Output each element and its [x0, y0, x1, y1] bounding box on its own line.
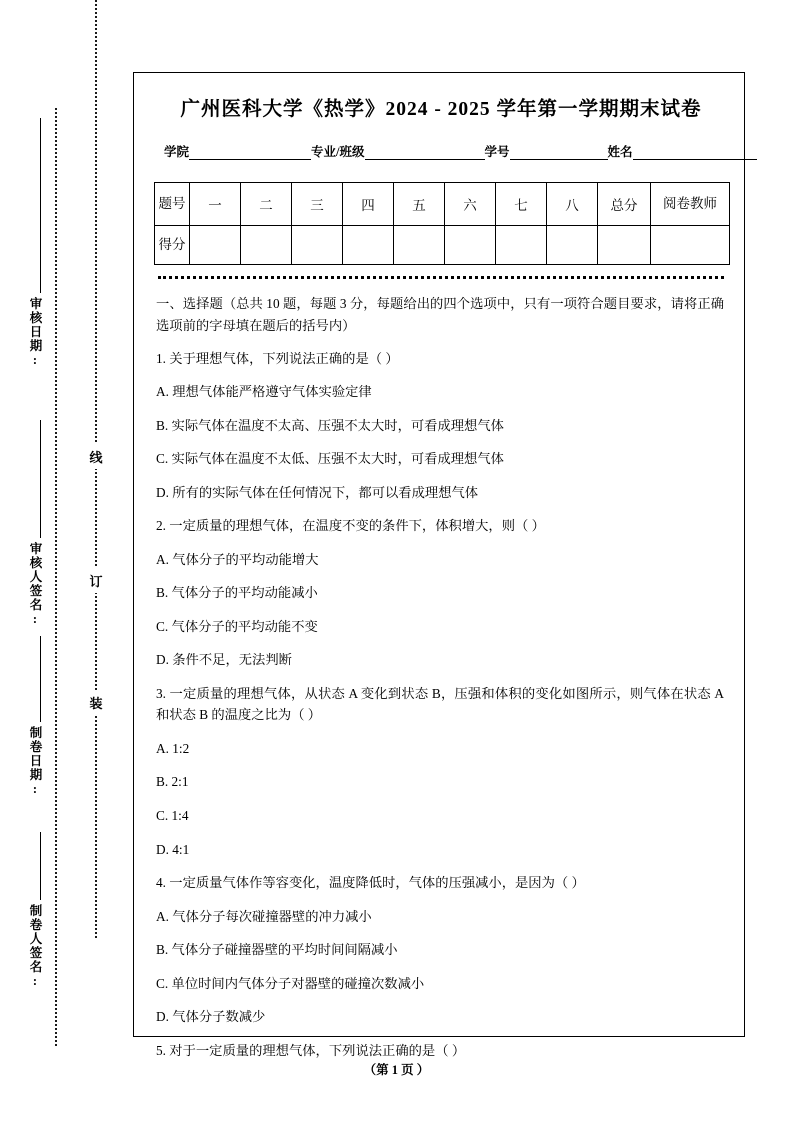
field-college-input[interactable]: [189, 146, 311, 160]
field-name: [608, 142, 757, 160]
score-cell-teacher[interactable]: [651, 226, 730, 265]
question-2-option-a[interactable]: A. 气体分子的平均动能增大: [156, 551, 319, 567]
field-college-label: 学院: [164, 145, 190, 159]
review-date-rule: [40, 118, 41, 293]
score-table-row-label-score: 得分: [155, 226, 190, 265]
review-date-label: 审核日期:: [28, 297, 42, 369]
question-4-option-a[interactable]: A. 气体分子每次碰撞器壁的冲力减小: [156, 908, 372, 924]
fold-mark-bind: 订: [82, 568, 110, 593]
question-4-option-d[interactable]: D. 气体分子数减少: [156, 1009, 266, 1025]
field-name-input[interactable]: [633, 146, 757, 160]
page-inner: [154, 73, 728, 1058]
binding-margin-zone: [0, 0, 133, 1122]
score-cell-6[interactable]: [445, 226, 496, 265]
score-cell-3[interactable]: [292, 226, 343, 265]
score-table-col-5: 五: [394, 183, 445, 226]
question-3-option-d[interactable]: D. 4:1: [156, 841, 190, 857]
score-cell-5[interactable]: [394, 226, 445, 265]
field-name-label: 姓名: [607, 145, 633, 159]
question-1-option-d[interactable]: D. 所有的实际气体在任何情况下，都可以看成理想气体: [156, 484, 479, 500]
score-cell-2[interactable]: [241, 226, 292, 265]
fold-mark-pack: 装: [82, 690, 110, 715]
question-4-option-c[interactable]: C. 单位时间内气体分子对器壁的碰撞次数减小: [156, 975, 425, 991]
field-student-id: [485, 142, 608, 160]
question-1-stem: 1. 关于理想气体，下列说法正确的是（ ）: [156, 350, 399, 366]
paper-maker-sign-rule: [40, 832, 41, 900]
score-cell-4[interactable]: [343, 226, 394, 265]
score-table-col-2: 二: [241, 183, 292, 226]
score-table-col-6: 六: [445, 183, 496, 226]
score-cell-total[interactable]: [598, 226, 651, 265]
page-footer: （第 1 页 ）: [363, 1063, 430, 1077]
table-row: [155, 226, 730, 265]
exam-page-frame: [133, 72, 745, 1058]
question-2-option-b[interactable]: B. 气体分子的平均动能减小: [156, 585, 318, 601]
section-instruction: 一、选择题（总共 10 题，每题 3 分，每题给出的四个选项中，只有一项符合题目要求，请将正确选项前的字母填在题后的括号内）: [156, 296, 724, 333]
question-body: [154, 293, 728, 1061]
question-5-stem: 5. 对于一定质量的理想气体，下列说法正确的是（ ）: [156, 1042, 466, 1058]
score-cell-8[interactable]: [547, 226, 598, 265]
question-2-stem: 2. 一定质量的理想气体，在温度不变的条件下，体积增大，则（ ）: [156, 518, 545, 534]
question-4-stem: 4. 一定质量气体作等容变化，温度降低时，气体的压强减小，是因为（ ）: [156, 875, 585, 891]
fold-mark-line: 线: [82, 444, 110, 469]
score-table-teacher-label: 阅卷教师: [651, 183, 730, 226]
margin-dotted-line-outer: [55, 108, 57, 1046]
score-table-col-4: 四: [343, 183, 394, 226]
question-1-option-a[interactable]: A. 理想气体能严格遵守气体实验定律: [156, 384, 372, 400]
score-table-col-1: 一: [190, 183, 241, 226]
paper-date-label: 制卷日期:: [28, 726, 42, 798]
question-3-option-c[interactable]: C. 1:4: [156, 808, 189, 823]
margin-dotted-line-inner: [95, 0, 97, 938]
field-major-class-input[interactable]: [365, 146, 485, 160]
score-table-row-label-number: 题号: [155, 183, 190, 226]
question-3-option-a[interactable]: A. 1:2: [156, 740, 190, 756]
score-cell-7[interactable]: [496, 226, 547, 265]
question-3-option-b[interactable]: B. 2:1: [156, 774, 189, 790]
table-row: [155, 183, 730, 226]
field-student-id-label: 学号: [484, 145, 510, 159]
question-2-option-d[interactable]: D. 条件不足，无法判断: [156, 652, 292, 668]
question-2-option-c[interactable]: C. 气体分子的平均动能不变: [156, 618, 318, 634]
question-3-stem: 3. 一定质量的理想气体，从状态 A 变化到状态 B，压强和体积的变化如图所示，则气体在状态 A 和状态 B 的温度之比为（ ）: [156, 685, 724, 723]
student-info-fields: [154, 142, 728, 160]
field-major-class: [311, 142, 484, 160]
score-cell-1[interactable]: [190, 226, 241, 265]
reviewer-sign-rule: [40, 420, 41, 538]
score-table-col-8: 八: [547, 183, 598, 226]
field-major-class-label: 专业/班级: [311, 145, 365, 159]
paper-maker-sign-label: 制卷人签名:: [28, 904, 42, 990]
field-student-id-input[interactable]: [510, 146, 608, 160]
score-table-total-label: 总分: [598, 183, 651, 226]
question-4-option-b[interactable]: B. 气体分子碰撞器壁的平均时间间隔减小: [156, 942, 398, 958]
paper-date-rule: [40, 636, 41, 722]
field-college: [164, 142, 311, 160]
question-1-option-b[interactable]: B. 实际气体在温度不太高、压强不太大时，可看成理想气体: [156, 417, 504, 433]
page-title: 广州医科大学《热学》2024 - 2025 学年第一学期期末试卷: [180, 99, 702, 120]
score-table-col-3: 三: [292, 183, 343, 226]
question-1-option-c[interactable]: C. 实际气体在温度不太低、压强不太大时，可看成理想气体: [156, 451, 504, 467]
section-divider: [158, 276, 724, 279]
score-table: [154, 182, 730, 265]
reviewer-sign-label: 审核人签名:: [28, 542, 42, 628]
score-table-col-7: 七: [496, 183, 547, 226]
